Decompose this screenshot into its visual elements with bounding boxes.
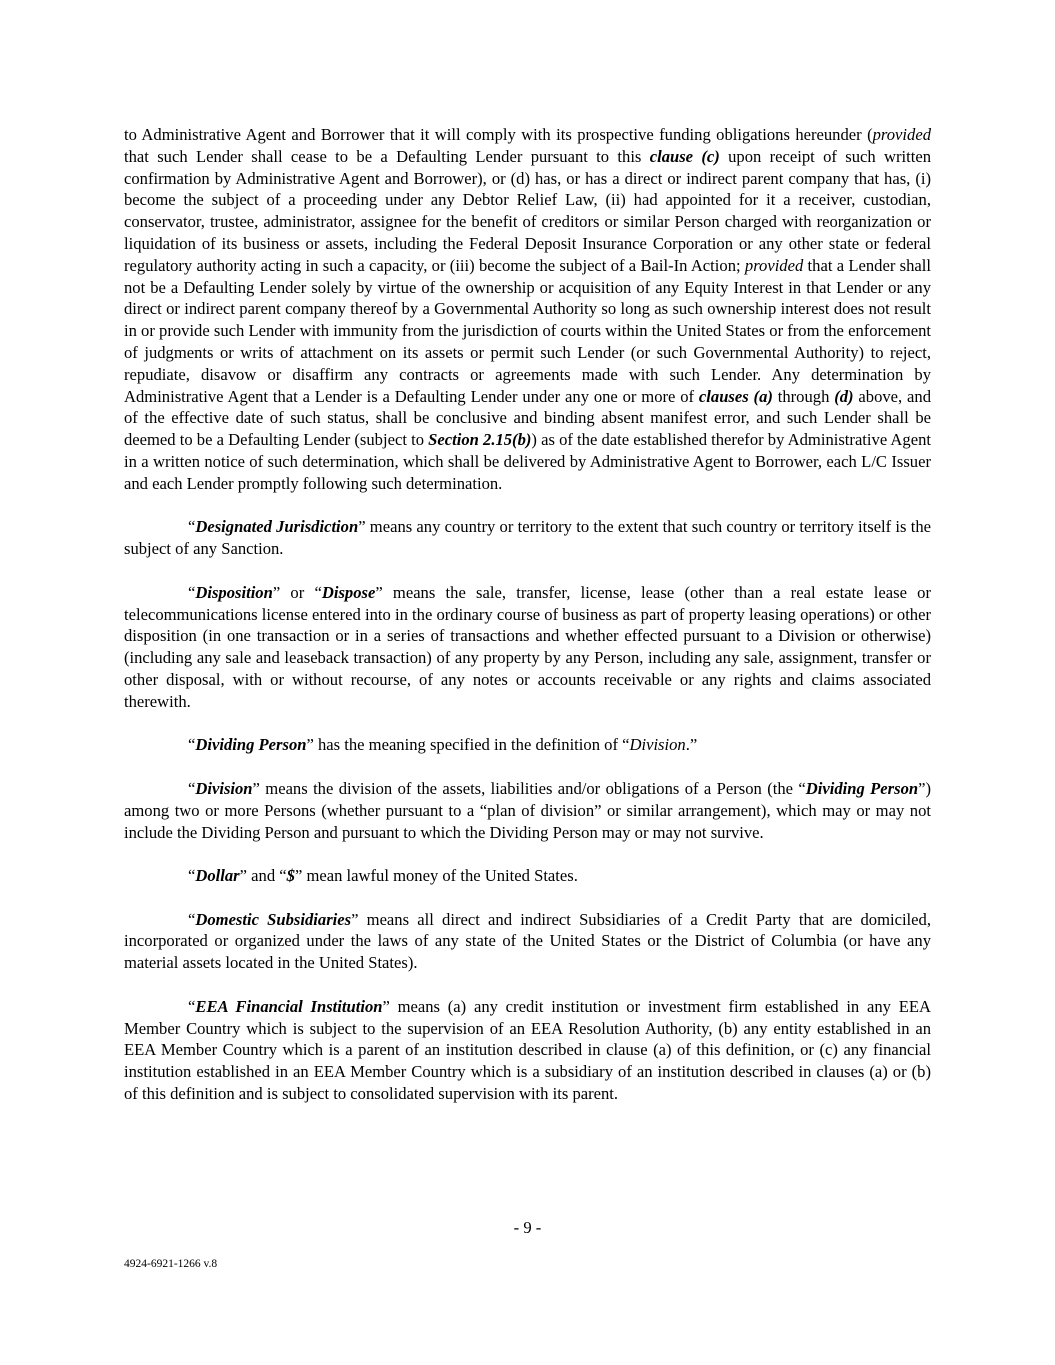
- defined-term: Dividing Person: [195, 735, 307, 755]
- clause-reference: (d): [834, 386, 854, 406]
- definition-designated-jurisdiction: “Designated Jurisdiction” means any country or territory to the extent that such country or territory itself is the subject of any Sanction.: [124, 517, 932, 559]
- term-reference: Division: [629, 735, 686, 755]
- definition-dollar: “Dollar” and “$” mean lawful money of the United States.: [188, 866, 578, 886]
- emphasis: provided: [744, 255, 804, 275]
- defined-term: Dispose: [321, 582, 376, 602]
- defined-term: Dollar: [195, 866, 240, 886]
- defined-term: Division: [195, 778, 253, 798]
- document-body: [124, 124, 931, 1127]
- clause-reference: clause (c): [649, 146, 720, 166]
- definition-domestic-subsidiaries: “Domestic Subsidiaries” means all direct and indirect Subsidiaries of a Credit Party that are domiciled, incorporated or organized under the laws of any state of the United States or the District of Columbia (or have any material assets located in the United States).: [124, 909, 931, 973]
- page-number: - 9 -: [513, 1218, 542, 1237]
- emphasis: provided: [872, 125, 931, 144]
- defined-term: Domestic Subsidiaries: [195, 909, 352, 929]
- defaulting-lender-continuation: to Administrative Agent and Borrower that it will comply with its prospective funding obligations hereunder (provided that such Lender shall cease to be a Defaulting Lender pursuant to this clause (c) upon receipt of such written confirmation by Administrative Agent and Borrower), or (d) has, or has a direct or indirect parent company that has, (i) become the subject of a proceeding under any Debtor Relief Law, (ii) had appointed for it a receiver, custodian, conservator, trustee, administrator, assignee for the benefit of creditors or similar Person charged with reorganization or liquidation of its business or assets, including the Federal Deposit Insurance Corporation or any other state or federal regulatory authority acting in such a capacity, or (iii) become the subject of a Bail-In Action; provided that a Lender shall not be a Defaulting Lender solely by virtue of the ownership or acquisition of any Equity Interest in that Lender or any direct or indirect parent company thereof by a Governmental Authority so long as such ownership interest does not result in or provide such Lender with immunity from the jurisdiction of courts within the United States or from the enforcement of judgments or writs of attachment on its assets or permit such Lender (or such Governmental Authority) to reject, repudiate, disavow or disaffirm any contracts or agreements made with such Lender. Any determination by Administrative Agent that a Lender is a Defaulting Lender under any one or more of clauses (a) through (d) above, and of the effective date of such status, shall be conclusive and binding absent manifest error, and such Lender shall be deemed to be a Defaulting Lender (subject to Section 2.15(b)) as of the date established therefor by Administrative Agent in a written notice of such determination, which shall be delivered by Administrative Agent to Borrower, each L/C Issuer and each Lender promptly following such determination.: [124, 125, 932, 493]
- definition-division: “Division” means the division of the assets, liabilities and/or obligations of a Person (the “Dividing Person”) among two or more Persons (whether pursuant to a “plan of division” or similar arrangement), which may or may not include the Dividing Person and pursuant to which the Dividing Person may or may not survive.: [124, 778, 931, 842]
- defined-term: Designated Jurisdiction: [195, 517, 359, 537]
- document-id: 4924-6921-1266 v.8: [124, 1258, 218, 1270]
- section-reference: Section 2.15(b): [428, 430, 532, 450]
- definition-dividing-person: “Dividing Person” has the meaning specified in the definition of “Division.”: [188, 735, 698, 755]
- defined-term: Dividing Person: [805, 778, 919, 798]
- defined-term: $: [286, 866, 295, 886]
- defined-term: EEA Financial Institution: [195, 996, 383, 1016]
- defined-term: Disposition: [195, 582, 273, 602]
- definition-eea-financial-institution: “EEA Financial Institution” means (a) any credit institution or investment firm established in any EEA Member Country which is subject to the supervision of an EEA Resolution Authority, (b) any entity established in an EEA Member Country which is a parent of an institution described in clause (a) of this definition, or (c) any financial institution established in an EEA Member Country which is a subsidiary of an institution described in clauses (a) or (b) of this definition and is subject to consolidated supervision with its parent.: [124, 996, 931, 1104]
- clause-reference: clauses (a): [698, 386, 773, 406]
- definition-disposition: “Disposition” or “Dispose” means the sale, transfer, license, lease (other than a real estate lease or telecommunications license entered into in the ordinary course of business as part of property leasing operations) or other disposition (in one transaction or in a series of transactions and whether effected pursuant to a Division or otherwise) (including any sale and leaseback transaction) of any property by any Person, including any sale, assignment, transfer or other disposal, with or without recourse, of any notes or accounts receivable or any rights and claims associated therewith.: [124, 582, 931, 711]
